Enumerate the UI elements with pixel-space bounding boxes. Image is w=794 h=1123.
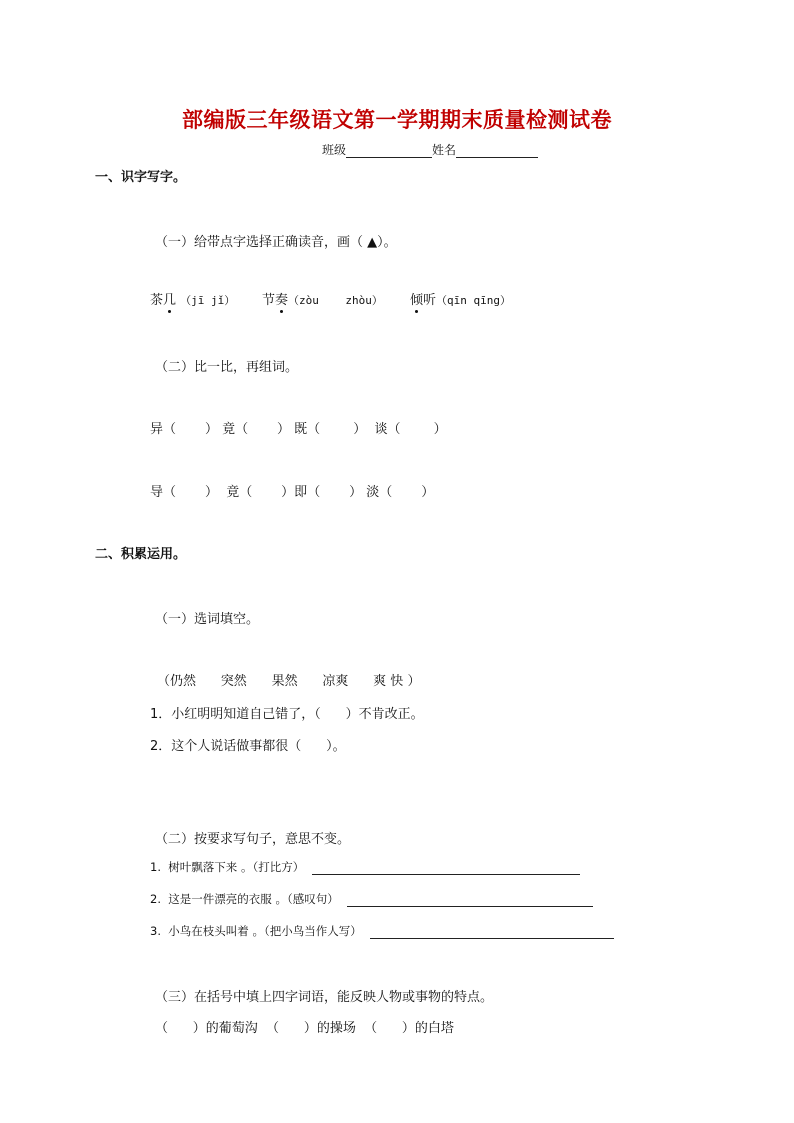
name-label: 姓名 (432, 143, 457, 157)
dotted-char: 奏 (275, 289, 288, 308)
section1-part2-heading: （二）比一比，再组词。 (155, 360, 299, 375)
class-blank (346, 144, 432, 158)
name-blank (456, 144, 538, 158)
rewrite-item-3 (150, 923, 614, 939)
section2-part2-heading: （二）按要求写句子，意思不变。 (155, 832, 351, 847)
section1-heading: 一、识字写字。 (95, 170, 187, 185)
fill-question-1: 1．小红明明知道自己错了，（ ）不肯改正。 (150, 707, 424, 722)
compare-char: 异 (150, 422, 164, 437)
section2-part3-heading: （三）在括号中填上四字词语，能反映人物或事物的特点。 (155, 990, 494, 1005)
rewrite-item-1 (150, 859, 580, 875)
class-label: 班级 (322, 143, 347, 157)
compare-row-1: 异（ ） 竟（ ） 既（ ） 谈（ ） (150, 422, 447, 437)
item-number: 3. (150, 924, 161, 938)
dotted-char: 倾 (410, 289, 423, 308)
rewrite-item-2 (150, 891, 593, 907)
pinyin-item-3 (410, 289, 511, 308)
section1-part1-heading: （一）给带点字选择正确读音，画（ ▲）。 (155, 235, 397, 250)
answer-line (347, 894, 593, 907)
word-text: 节 (262, 293, 276, 308)
compare-char: 淡 (366, 485, 380, 500)
item-text: 这是一件漂亮的衣服 。（感叹句） (168, 892, 339, 906)
dotted-char: 几 (163, 289, 176, 308)
compare-char: 即 (294, 485, 308, 500)
compare-char: 谈 (374, 422, 388, 437)
word-text: 茶 (150, 293, 164, 308)
compare-char: 竟 (226, 485, 240, 500)
pinyin-item-2 (262, 289, 383, 308)
fill-question-2: 2．这个人说话做事都很（ ）。 (150, 739, 346, 754)
page-title: 部编版三年级语文第一学期期末质量检测试卷 (182, 107, 612, 132)
section2-part1-heading: （一）选词填空。 (155, 612, 260, 627)
compare-char: 既 (294, 422, 308, 437)
item-number: 1. (150, 860, 161, 874)
compare-char: 竟 (222, 422, 236, 437)
answer-line (370, 926, 614, 939)
item-number: 2. (150, 892, 161, 906)
pinyin-options: （jī jǐ） (180, 294, 236, 307)
pinyin-options: （qīn qīng） (436, 294, 512, 307)
pinyin-item-1 (150, 289, 235, 308)
pinyin-options: （zòu zhòu） (288, 294, 383, 307)
answer-line (312, 862, 580, 875)
compare-char: 导 (150, 485, 164, 500)
class-name-line (322, 141, 538, 158)
compare-row-2: 导（ ） 竟（ ）即（ ） 淡（ ） (150, 485, 435, 500)
section2-heading: 二、积累运用。 (95, 547, 187, 562)
word-text: 听 (423, 293, 437, 308)
word-options: （仍然 突然 果然 凉爽 爽 快 ） (157, 674, 421, 689)
item-text: 小鸟在枝头叫着 。（把小鸟当作人写） (168, 924, 362, 938)
four-char-words-line: （ ）的葡萄沟 （ ）的操场 （ ）的白塔 (155, 1021, 454, 1036)
item-text: 树叶飘落下来 。（打比方） (168, 860, 305, 874)
